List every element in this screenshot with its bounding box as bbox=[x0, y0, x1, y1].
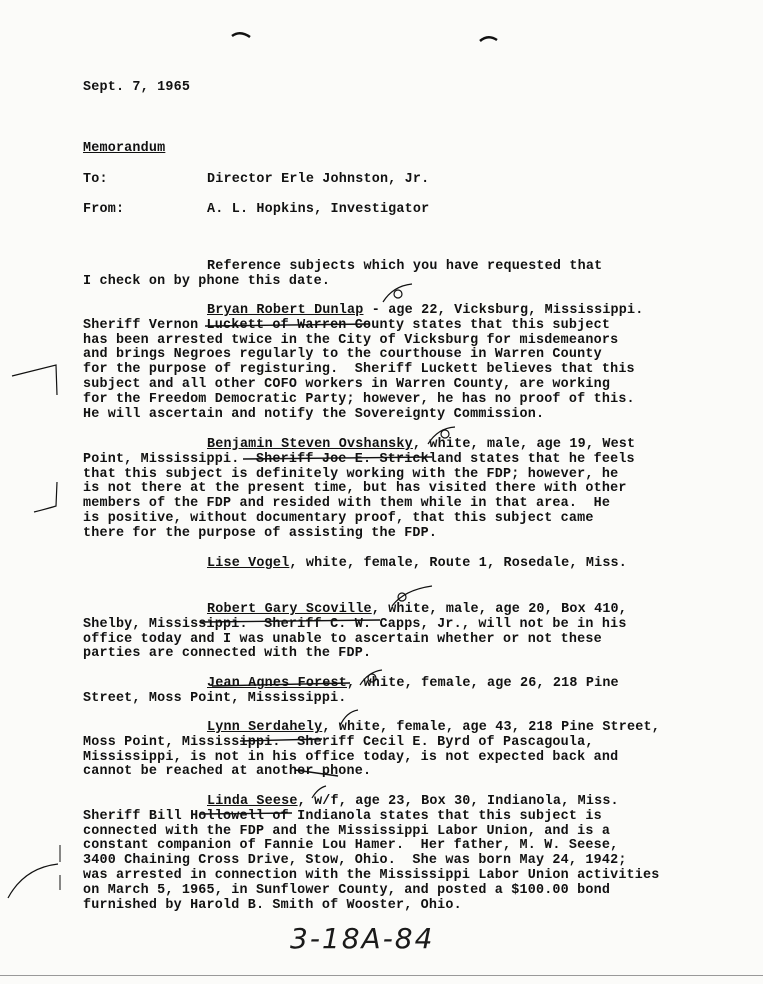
subject-details: , white, male, age 20, Box 410, bbox=[371, 602, 628, 617]
subject-details: - age 22, Vicksburg, Mississippi. bbox=[363, 303, 644, 318]
subject-body: Street, Moss Point, Mississippi. bbox=[83, 690, 347, 706]
subject-details: , white, male, age 19, West bbox=[412, 437, 636, 452]
subject-entry bbox=[83, 557, 723, 572]
subject-entry bbox=[83, 304, 723, 422]
memo-title: Memorandum bbox=[83, 141, 166, 156]
margin-bracket-mark bbox=[34, 482, 57, 512]
subject-entry bbox=[83, 438, 723, 542]
subject-body: Sheriff Vernon Luckett of Warren County states that this subject has been arrested twice in the City of Vicksburg for misdemeanors and brings Negroes regularly to the courthouse in Warren County for the purpose of registuring. Sheriff Luckett believes that this subject and all other COFO workers in Warren County, are working for the Freedom Democratic Party; however, he has no proof of this. He will ascertain and notify the Sovereignty Commission. bbox=[83, 317, 635, 422]
check-mark-icon bbox=[398, 593, 406, 601]
scan-edge-line bbox=[0, 975, 763, 976]
to-label: To: bbox=[83, 172, 108, 187]
margin-bracket-mark bbox=[8, 864, 58, 898]
top-scratch-mark-left bbox=[232, 33, 250, 37]
subject-name: Linda Seese bbox=[207, 794, 298, 809]
subject-body: Moss Point, Mississippi. Sheriff Cecil E. Byrd of Pascagoula, Mississippi, is not in his office today, is not expected back and cannot be reached at another phone. bbox=[83, 734, 619, 780]
subject-body: Sheriff Bill Hollowell of Indianola states that this subject is connected with the FDP and the Mississippi Labor Union, and is a constant companion of Fannie Lou Hamer. Her father, M. W. Seese, 3400 Chaining Cross Drive, Stow, Ohio. She was born May 24, 1942; was arrested in connection with the Mississippi Labor Union activities on March 5, 1965, in Sunflower County, and posted a $100.00 bond furnished by Harold B. Smith of Wooster, Ohio. bbox=[83, 808, 660, 913]
handwritten-document-number: 3-18A-84 bbox=[290, 922, 435, 955]
subject-name: Jean Agnes Forest bbox=[207, 676, 348, 691]
subject-name: Benjamin Steven Ovshansky bbox=[207, 437, 413, 452]
subject-details: , white, female, Route 1, Rosedale, Miss. bbox=[289, 556, 628, 571]
subject-name: Bryan Robert Dunlap bbox=[207, 303, 364, 318]
memo-date: Sept. 7, 1965 bbox=[83, 80, 191, 95]
subject-name: Lise Vogel bbox=[207, 556, 290, 571]
top-scratch-mark-right bbox=[480, 37, 497, 41]
subject-entry bbox=[83, 795, 723, 913]
subject-name: Robert Gary Scoville bbox=[207, 602, 372, 617]
intro-paragraph bbox=[83, 260, 723, 290]
subject-details: , white, female, age 26, 218 Pine bbox=[347, 676, 619, 691]
subject-details: , w/f, age 23, Box 30, Indianola, Miss. bbox=[297, 794, 619, 809]
margin-bracket-mark bbox=[12, 365, 57, 395]
subject-details: , white, female, age 43, 218 Pine Street, bbox=[322, 720, 660, 735]
intro-line-1: Reference subjects which you have requested that bbox=[207, 259, 603, 274]
from-sender: A. L. Hopkins, Investigator bbox=[207, 202, 430, 217]
from-label: From: bbox=[83, 202, 125, 217]
subject-entry bbox=[83, 603, 723, 662]
subject-entry bbox=[83, 721, 723, 780]
intro-line-2: I check on by phone this date. bbox=[83, 273, 331, 289]
subject-name: Lynn Serdahely bbox=[207, 720, 323, 735]
subject-body: Point, Mississippi. Sheriff Joe E. Strickland states that he feels that this subject is definitely working with the FDP; however, he is not there at the present time, but has visited there with other members of the FDP and resided with them while in that area. He is positive, without documentary proof, that this subject came there for the purpose of assisting the FDP. bbox=[83, 451, 635, 541]
subject-entry bbox=[83, 677, 723, 707]
check-mark-icon bbox=[394, 290, 402, 298]
to-recipient: Director Erle Johnston, Jr. bbox=[207, 172, 430, 187]
subject-body: Shelby, Mississippi. Sheriff C. W. Capps, Jr., will not be in his office today and I was unable to ascertain whether or not these parties are connected with the FDP. bbox=[83, 616, 627, 662]
